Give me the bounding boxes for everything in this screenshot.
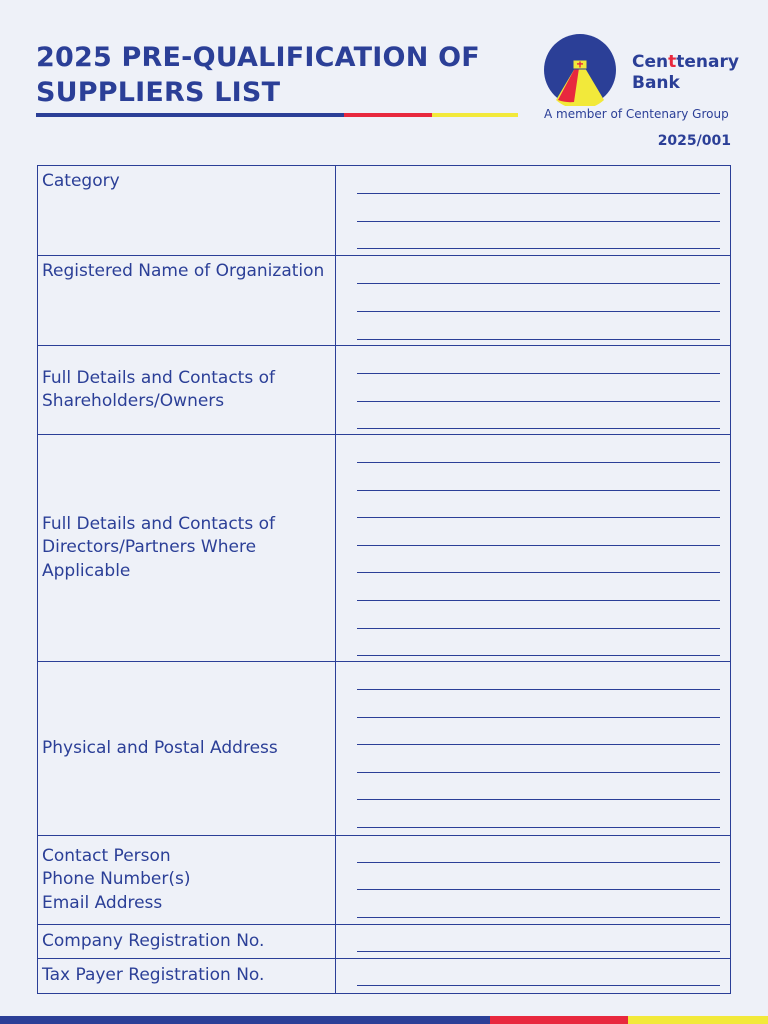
writing-line[interactable] bbox=[357, 311, 720, 312]
centenary-bank-logo-icon bbox=[544, 34, 616, 106]
writing-line[interactable] bbox=[357, 572, 720, 573]
writing-line[interactable] bbox=[357, 628, 720, 629]
writing-line[interactable] bbox=[357, 428, 720, 429]
field-input-contact[interactable] bbox=[336, 836, 731, 925]
writing-line[interactable] bbox=[357, 248, 720, 249]
writing-line[interactable] bbox=[357, 985, 720, 986]
field-label-address: Physical and Postal Address bbox=[38, 662, 336, 836]
writing-line[interactable] bbox=[357, 490, 720, 491]
bank-name-cross-letter: t bbox=[668, 52, 677, 72]
field-label-contact: Contact Person Phone Number(s) Email Address bbox=[38, 836, 336, 925]
form-row-contact bbox=[38, 836, 731, 925]
writing-line[interactable] bbox=[357, 889, 720, 890]
writing-line[interactable] bbox=[357, 862, 720, 863]
field-label-shareholders: Full Details and Contacts of Shareholders/Owners bbox=[38, 346, 336, 435]
page-title: 2025 PRE-QUALIFICATION OF SUPPLIERS LIST bbox=[36, 42, 480, 108]
writing-line[interactable] bbox=[357, 339, 720, 340]
field-input-address[interactable] bbox=[336, 662, 731, 836]
title-underline-red bbox=[344, 113, 432, 117]
title-underline-yellow bbox=[432, 113, 518, 117]
form-row-directors bbox=[38, 435, 731, 662]
bank-tagline: A member of Centenary Group bbox=[544, 107, 729, 121]
field-label-directors: Full Details and Contacts of Directors/Partners Where Applicable bbox=[38, 435, 336, 662]
writing-line[interactable] bbox=[357, 401, 720, 402]
footer-bar-yellow bbox=[628, 1016, 768, 1024]
writing-line[interactable] bbox=[357, 655, 720, 656]
writing-line[interactable] bbox=[357, 517, 720, 518]
footer-bar-red bbox=[490, 1016, 628, 1024]
field-input-directors[interactable] bbox=[336, 435, 731, 662]
writing-line[interactable] bbox=[357, 799, 720, 800]
footer-bar-blue bbox=[0, 1016, 490, 1024]
writing-line[interactable] bbox=[357, 600, 720, 601]
form-row-address bbox=[38, 662, 731, 836]
title-underline-blue bbox=[36, 113, 344, 117]
field-input-shareholders[interactable] bbox=[336, 346, 731, 435]
writing-line[interactable] bbox=[357, 717, 720, 718]
writing-line[interactable] bbox=[357, 772, 720, 773]
field-label-category: Category bbox=[38, 166, 336, 256]
writing-line[interactable] bbox=[357, 221, 720, 222]
writing-line[interactable] bbox=[357, 917, 720, 918]
writing-line[interactable] bbox=[357, 744, 720, 745]
writing-line[interactable] bbox=[357, 373, 720, 374]
field-input-category[interactable] bbox=[336, 166, 731, 256]
form-row-tax-registration bbox=[38, 959, 731, 994]
field-label-registered-name: Registered Name of Organization bbox=[38, 256, 336, 346]
form-row-registered-name bbox=[38, 256, 731, 346]
form-row-company-registration bbox=[38, 925, 731, 959]
field-input-tax-registration[interactable] bbox=[336, 959, 731, 994]
form-row-category bbox=[38, 166, 731, 256]
supplier-form-table bbox=[37, 165, 731, 994]
writing-line[interactable] bbox=[357, 545, 720, 546]
field-input-registered-name[interactable] bbox=[336, 256, 731, 346]
field-label-tax-registration: Tax Payer Registration No. bbox=[38, 959, 336, 994]
writing-line[interactable] bbox=[357, 689, 720, 690]
form-row-shareholders bbox=[38, 346, 731, 435]
bank-name: Centtenary Bank bbox=[632, 52, 739, 93]
field-input-company-registration[interactable] bbox=[336, 925, 731, 959]
writing-line[interactable] bbox=[357, 827, 720, 828]
writing-line[interactable] bbox=[357, 951, 720, 952]
writing-line[interactable] bbox=[357, 193, 720, 194]
writing-line[interactable] bbox=[357, 462, 720, 463]
document-number: 2025/001 bbox=[657, 133, 731, 149]
writing-line[interactable] bbox=[357, 283, 720, 284]
field-label-company-registration: Company Registration No. bbox=[38, 925, 336, 959]
